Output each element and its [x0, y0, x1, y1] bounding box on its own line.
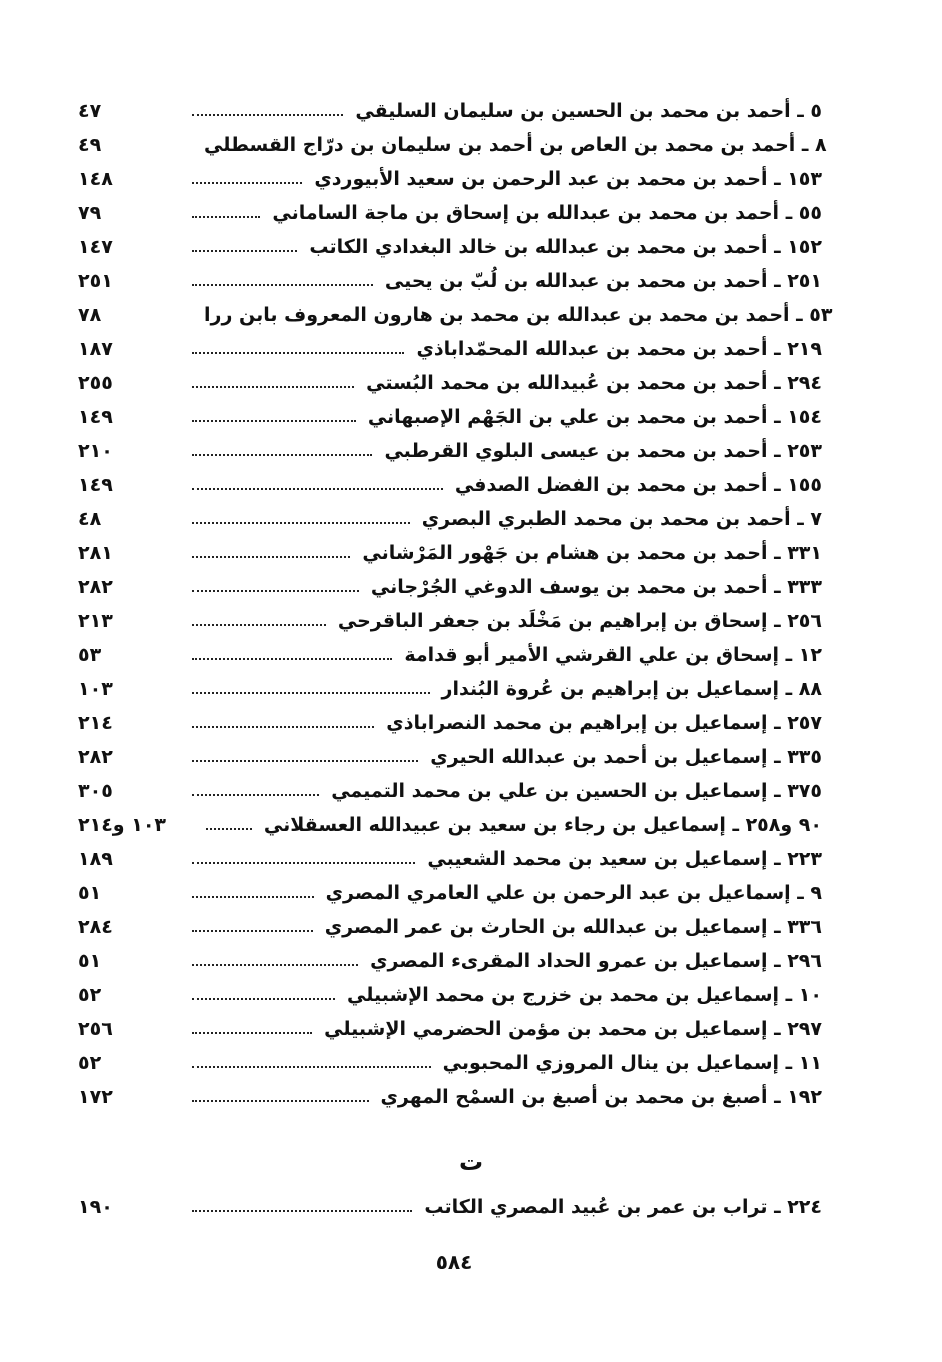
entry-page-number: ٥١ [78, 950, 102, 972]
entry-page-number: ٧٩ [78, 202, 102, 224]
index-list-section-ta [78, 1190, 822, 1224]
entry-name: ٥٥ ـ أحمد بن محمد بن عبدالله بن إسحاق بن ماجة الساماني [272, 202, 822, 224]
entry-page-number: ١٠٣ [78, 678, 113, 700]
entry-page-number: ١٨٧ [78, 338, 113, 360]
index-entry [78, 706, 822, 740]
entry-name: ٢٢٣ ـ إسماعيل بن سعيد بن محمد الشعيبي [427, 848, 822, 870]
entry-page-number: ٢١٠ [78, 440, 113, 462]
entry-name: ١٢ ـ إسحاق بن علي القرشي الأمير أبو قدامة [404, 644, 822, 666]
dot-leader [192, 1032, 312, 1034]
dot-leader [192, 964, 358, 966]
entry-page-number: ٢٥٥ [78, 372, 113, 394]
index-entry [78, 910, 822, 944]
entry-page-number: ٢٨٤ [78, 916, 113, 938]
dot-leader [192, 182, 302, 184]
index-entry [78, 978, 822, 1012]
section-letter: ت [458, 1148, 484, 1176]
dot-leader [192, 1210, 412, 1212]
entry-page-number: ٢٥٦ [78, 1018, 113, 1040]
dot-leader [192, 114, 343, 116]
index-entry [78, 570, 822, 604]
entry-page-number: ١٠٣ و٢١٤ [78, 814, 167, 836]
entry-page-number: ١٧٢ [78, 1086, 113, 1108]
dot-leader [192, 454, 372, 456]
index-entry [78, 876, 822, 910]
entry-page-number: ٥٣ [78, 644, 102, 666]
dot-leader [206, 828, 252, 830]
index-entry [78, 400, 822, 434]
dot-leader [192, 284, 373, 286]
index-entry [78, 264, 822, 298]
entry-name: ٣٧٥ ـ إسماعيل بن الحسين بن علي بن محمد التميمي [331, 780, 822, 802]
entry-name: ٢٥٦ ـ إسحاق بن إبراهيم بن مَخْلَد بن جعفر الباقرحي [337, 610, 822, 632]
entry-page-number: ٢٥١ [78, 270, 113, 292]
entry-name: ٢٢٤ ـ تراب بن عمر بن عُبيد المصري الكاتب [424, 1196, 822, 1218]
index-entry [78, 434, 822, 468]
entry-name: ٨ ـ أحمد بن محمد بن العاص بن أحمد بن سليمان بن درّاج القسطلي [204, 134, 827, 156]
entry-page-number: ٥٢ [78, 984, 102, 1006]
dot-leader [192, 760, 418, 762]
index-entry [78, 298, 833, 332]
entry-page-number: ٤٧ [78, 100, 102, 122]
entry-page-number: ٢٨٢ [78, 576, 113, 598]
entry-name: ٣٣١ ـ أحمد بن محمد بن هشام بن جَهْور المَرْشاني [362, 542, 822, 564]
dot-leader [192, 250, 297, 252]
entry-page-number: ٢١٣ [78, 610, 113, 632]
entry-name: ١١ ـ إسماعيل بن ينال المروزي المحبوبي [442, 1052, 822, 1074]
index-entry [78, 196, 822, 230]
entry-name: ٥٣ ـ أحمد بن محمد بن عبدالله بن محمد بن هارون المعروف بابن ررا [204, 304, 833, 326]
entry-name: ٧ ـ أحمد بن محمد بن محمد الطبري البصري [421, 508, 822, 530]
dot-leader [192, 1100, 369, 1102]
entry-page-number: ٤٨ [78, 508, 102, 530]
entry-name: ١٥٣ ـ أحمد بن محمد بن عبد الرحمن بن سعيد الأبيوردي [314, 168, 822, 190]
dot-leader [192, 726, 374, 728]
entry-name: ٢٥٧ ـ إسماعيل بن إبراهيم بن محمد النصراباذي [386, 712, 822, 734]
dot-leader [192, 794, 319, 796]
dot-leader [192, 556, 350, 558]
entry-page-number: ٥٢ [78, 1052, 102, 1074]
dot-leader [192, 930, 313, 932]
index-entry [78, 672, 822, 706]
entry-name: ١٥٤ ـ أحمد بن محمد بن علي بن الجَهْم الإصبهاني [367, 406, 822, 428]
index-entry [78, 774, 822, 808]
entry-name: ١٠ ـ إسماعيل بن محمد بن خزرج بن محمد الإشبيلي [346, 984, 822, 1006]
dot-leader [192, 692, 430, 694]
index-entry [78, 536, 822, 570]
dot-leader [192, 1066, 431, 1068]
dot-leader [192, 488, 443, 490]
index-entry [78, 230, 822, 264]
index-entry [78, 366, 822, 400]
entry-name: ١٥٥ ـ أحمد بن محمد بن الفضل الصدفي [454, 474, 822, 496]
entry-name: ١٥٢ ـ أحمد بن محمد بن عبدالله بن خالد البغدادي الكاتب [309, 236, 822, 258]
dot-leader [192, 352, 404, 354]
dot-leader [192, 216, 260, 218]
entry-name: ٢٥٣ ـ أحمد بن محمد بن عيسى البلوي القرطبي [384, 440, 822, 462]
entry-name: ١٩٢ ـ أصبغ بن محمد بن أصبغ بن السمْح المهري [380, 1086, 822, 1108]
entry-page-number: ٢٨٢ [78, 746, 113, 768]
dot-leader [192, 420, 356, 422]
entry-page-number: ١٩٠ [78, 1196, 113, 1218]
index-entry [78, 128, 827, 162]
entry-name: ٢٩٤ ـ أحمد بن محمد بن عُبيدالله بن محمد البُستي [366, 372, 822, 394]
index-entry [78, 162, 822, 196]
index-entry [78, 808, 822, 842]
page-number: ٥٨٤ [435, 1250, 473, 1274]
dot-leader [192, 386, 354, 388]
index-entry [78, 332, 822, 366]
entry-page-number: ١٤٩ [78, 406, 113, 428]
dot-leader [192, 624, 326, 626]
entry-name: ٢٩٧ ـ إسماعيل بن محمد بن مؤمن الحضرمي الإشبيلي [324, 1018, 822, 1040]
entry-page-number: ١٤٩ [78, 474, 113, 496]
entry-page-number: ١٤٨ [78, 168, 113, 190]
entry-name: ٢١٩ ـ أحمد بن محمد بن عبدالله المحمّداباذي [416, 338, 822, 360]
index-entry [78, 502, 822, 536]
dot-leader [192, 896, 314, 898]
entry-page-number: ٥١ [78, 882, 102, 904]
dot-leader [192, 658, 392, 660]
entry-page-number: ٣٠٥ [78, 780, 113, 802]
index-entry [78, 740, 822, 774]
entry-page-number: ١٨٩ [78, 848, 113, 870]
entry-page-number: ٧٨ [78, 304, 102, 326]
dot-leader [192, 590, 359, 592]
index-entry [78, 604, 822, 638]
index-entry [78, 944, 822, 978]
dot-leader [192, 522, 410, 524]
entry-name: ٩ ـ إسماعيل بن عبد الرحمن بن علي العامري المصري [325, 882, 822, 904]
index-entry [78, 1080, 822, 1114]
index-entry [78, 842, 822, 876]
entry-page-number: ٢٨١ [78, 542, 113, 564]
dot-leader [192, 998, 335, 1000]
index-entry [78, 94, 822, 128]
entry-page-number: ١٤٧ [78, 236, 113, 258]
entry-page-number: ٢١٤ [78, 712, 113, 734]
entry-name: ٣٣٦ ـ إسماعيل بن عبدالله بن الحارث بن عمر المصري [324, 916, 822, 938]
entry-name: ٨٨ ـ إسماعيل بن إبراهيم بن عُروة البُندار [441, 678, 822, 700]
index-list [78, 94, 833, 1114]
index-entry [78, 1012, 822, 1046]
index-entry [78, 1046, 822, 1080]
index-entry [78, 1190, 822, 1224]
entry-name: ٣٣٥ ـ إسماعيل بن أحمد بن عبدالله الحيري [430, 746, 822, 768]
index-entry [78, 468, 822, 502]
entry-name: ٢٩٦ ـ إسماعيل بن عمرو الحداد المقرىء المصري [370, 950, 822, 972]
dot-leader [192, 862, 415, 864]
entry-name: ٢٥١ ـ أحمد بن محمد بن عبدالله بن لُبّ بن يحيى [384, 270, 822, 292]
entry-name: ٩٠ و٢٥٨ ـ إسماعيل بن رجاء بن سعيد بن عبيدالله العسقلاني [263, 814, 822, 836]
index-entry [78, 638, 822, 672]
entry-page-number: ٤٩ [78, 134, 102, 156]
entry-name: ٣٣٣ ـ أحمد بن محمد بن يوسف الدوغي الجُرْجاني [370, 576, 822, 598]
entry-name: ٥ ـ أحمد بن محمد بن الحسين بن سليمان السليقي [355, 100, 822, 122]
